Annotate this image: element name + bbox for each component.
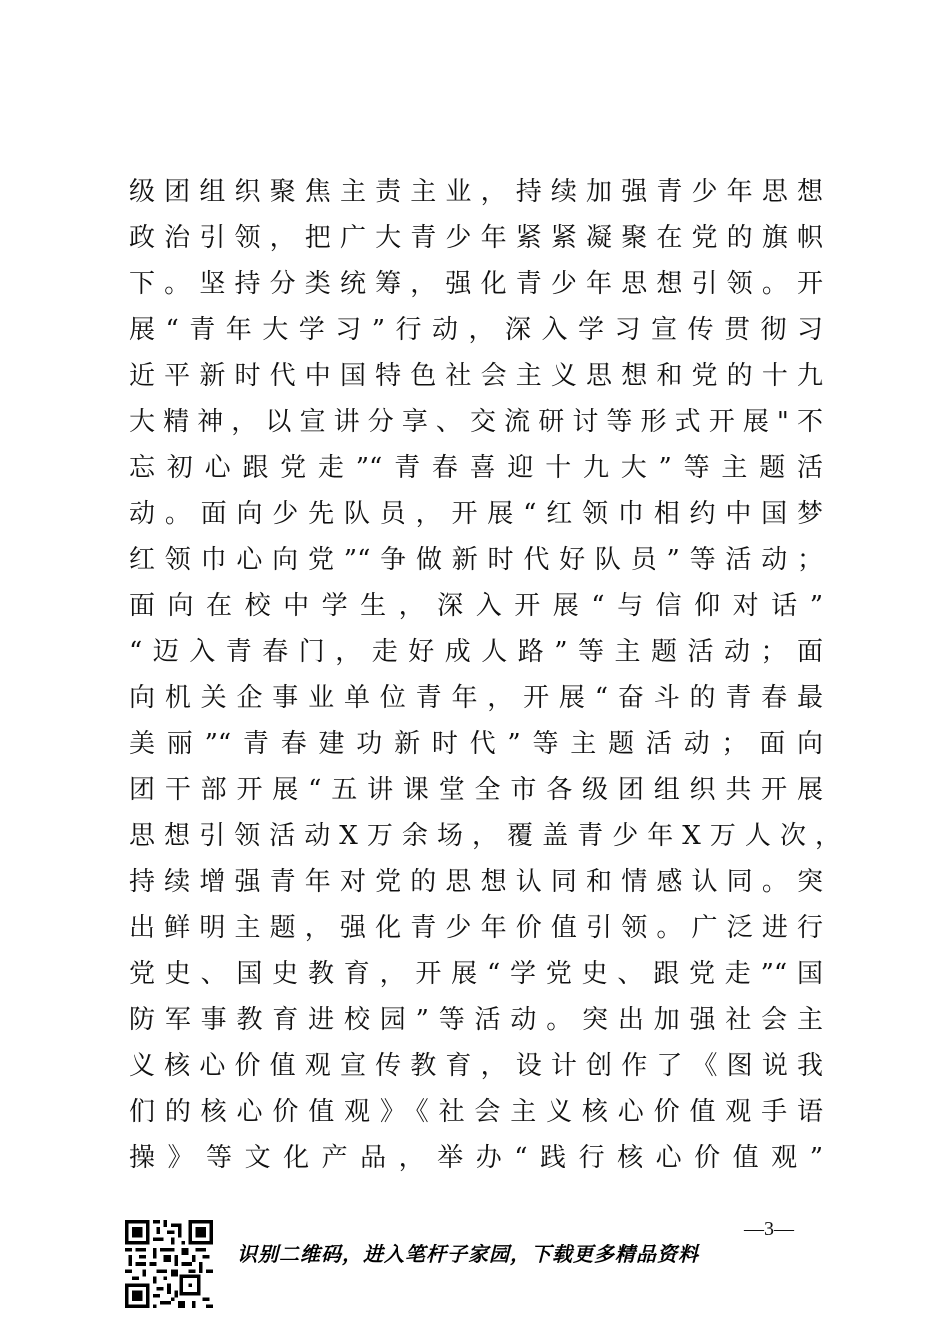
text-line: 持续增强青年对党的思想认同和情感认同。突	[129, 867, 823, 897]
text-line: 级团组织聚焦主责主业，持续加强青少年思想	[129, 177, 823, 207]
text-line: 大精神，以宣讲分享、交流研讨等形式开展"不	[129, 407, 823, 437]
text-line: 党史、国史教育，开展“学党史、跟党走”“国	[129, 959, 823, 989]
text-line: 出鲜明主题，强化青少年价值引领。广泛进行	[129, 913, 823, 943]
text-line: 忘初心跟党走”“青春喜迎十九大”等主题活	[129, 453, 823, 483]
text-line: 们的核心价值观》《社会主义核心价值观手语	[129, 1097, 823, 1127]
text-line: 团干部开展“五讲课堂全市各级团组织共开展	[129, 775, 823, 805]
text-line: 操》等文化产品，举办“践行核心价值观”	[129, 1143, 823, 1173]
text-line: 展“青年大学习”行动，深入学习宣传贯彻习	[129, 315, 823, 345]
text-line: “迈入青春门，走好成人路”等主题活动；面	[129, 637, 823, 667]
text-line: 动。面向少先队员，开展“红领巾相约中国梦	[129, 499, 823, 529]
qr-code-icon[interactable]	[125, 1220, 213, 1308]
text-line: 义核心价值观宣传教育，设计创作了《图说我	[129, 1051, 823, 1081]
text-line: 政治引领，把广大青少年紧紧凝聚在党的旗帜	[129, 223, 823, 253]
text-line: 近平新时代中国特色社会主义思想和党的十九	[129, 361, 823, 391]
promo-text: 识别二维码，进入笔杆子家园，下载更多精品资料	[237, 1242, 699, 1266]
text-line: 面向在校中学生，深入开展“与信仰对话”	[129, 591, 823, 621]
text-line: 下。坚持分类统筹，强化青少年思想引领。开	[129, 269, 823, 299]
body-text	[129, 169, 841, 1181]
text-line: 向机关企事业单位青年，开展“奋斗的青春最	[129, 683, 823, 713]
text-line: 红领巾心向党”“争做新时代好队员”等活动；	[129, 545, 823, 575]
text-line: 美丽”“青春建功新时代”等主题活动；面向	[129, 729, 823, 759]
page-number: —3—	[744, 1218, 794, 1240]
text-line: 防军事教育进校园”等活动。突出加强社会主	[129, 1005, 823, 1035]
text-line: 思想引领活动X万余场，覆盖青少年X万人次，	[129, 821, 841, 851]
